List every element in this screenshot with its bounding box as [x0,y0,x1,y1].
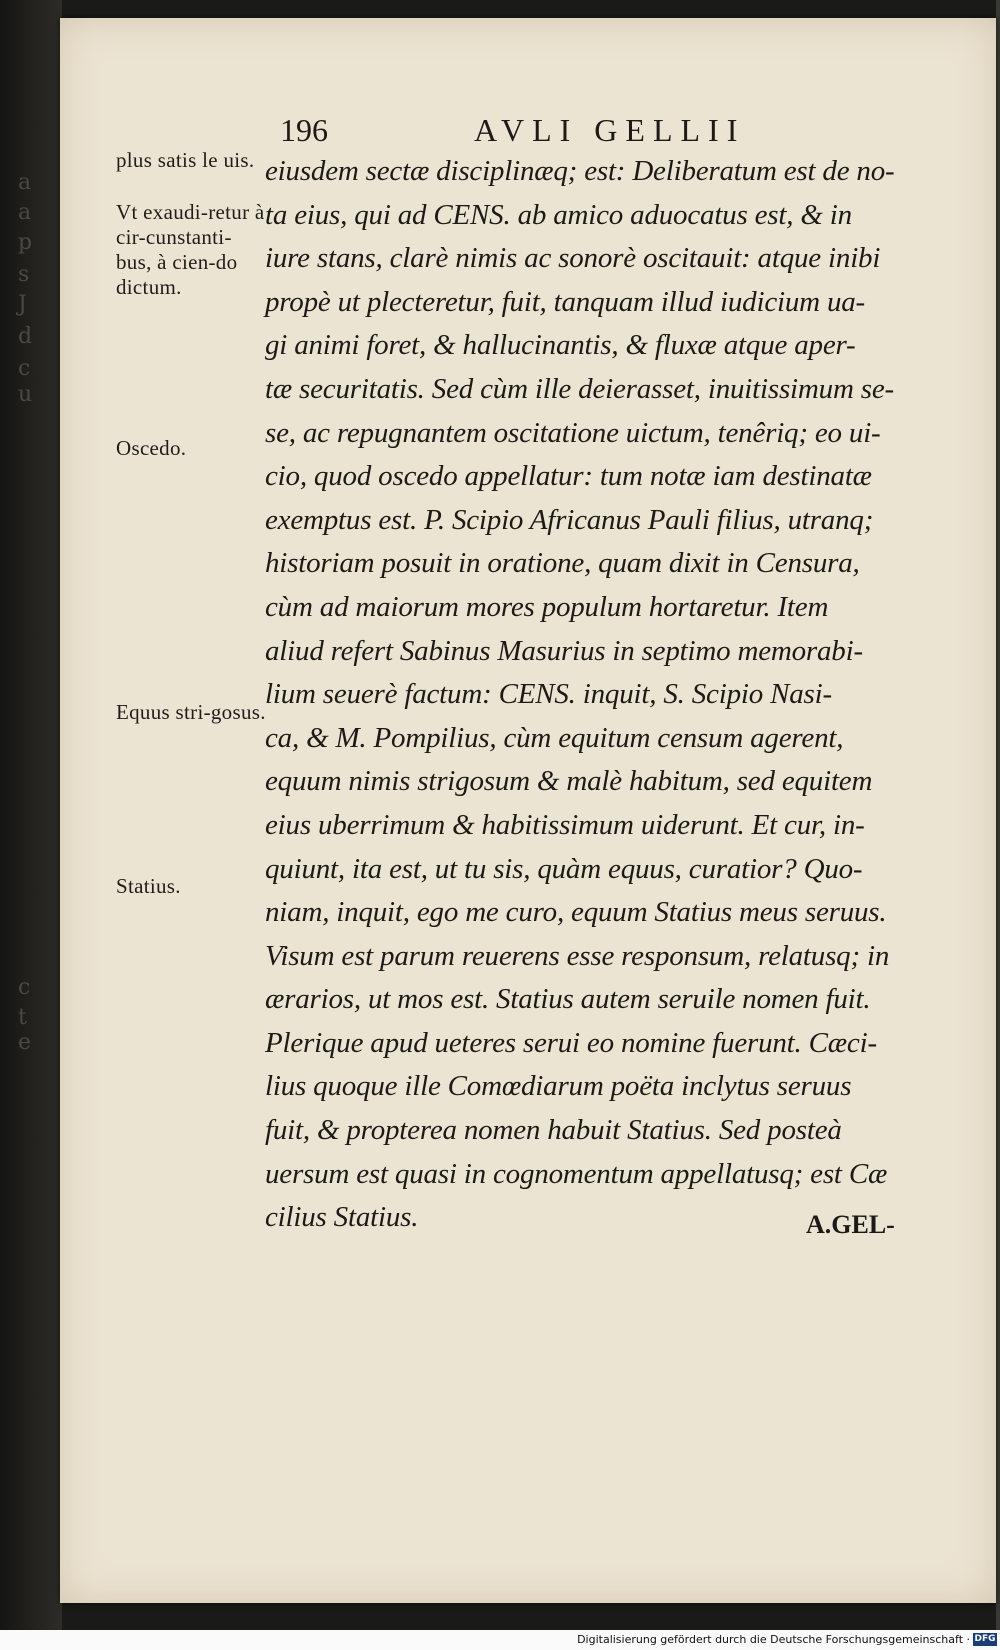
bleed-through-mark: c [18,356,31,381]
running-title: AVLI GELLII [474,112,746,148]
margin-note: Statius. [116,874,181,898]
text-line: tæ securitatis. Sed cùm ille deierasset, inuitissimum se- [265,372,894,405]
margin-note: Vt exaudi-retur à cir-cunstanti-bus, à cien-do dictum. [116,200,265,299]
text-line: cùm ad maiorum mores populum hortaretur. Item [265,590,829,623]
text-line: quiunt, ita est, ut tu sis, quàm equus, curatior? Quo- [265,852,863,885]
text-line: aliud refert Sabinus Masurius in septimo memorabi- [265,634,863,667]
text-line: cilius Statius. [265,1201,419,1234]
dfg-logo: DFG [974,1634,996,1644]
book-page [60,18,996,1603]
text-line: equum nimis strigosum & malè habitum, sed equitem [265,765,873,798]
page-number: 196 [280,112,328,148]
text-line: lius quoque ille Comœdiarum poëta inclytus seruus [265,1070,852,1103]
adjacent-page-edge [0,0,62,1650]
text-line: Visum est parum reuerens esse responsum, relatusq; in [265,939,890,972]
margin-note: Oscedo. [116,436,187,460]
body-text [265,150,985,1240]
bleed-through-mark: e [18,1030,32,1055]
text-line: eiusdem sectæ disciplinæq; est: Deliberatum est de no- [265,155,895,187]
text-line: cio, quod oscedo appellatur: tum notæ iam destinatæ [265,460,872,493]
text-line: se, ac repugnantem oscitatione uictum, tenêriq; eo ui- [265,416,881,449]
bleed-through-mark: s [18,262,30,287]
bleed-through-mark: a [18,200,32,225]
margin-note: Equus stri-gosus. [116,700,266,724]
text-line: ta eius, qui ad CENS. ab amico aduocatus est, & in [265,198,852,231]
text-line: historiam posuit in oratione, quam dixit in Censura, [265,547,860,580]
text-line: eius uberrimum & habitissimum uiderunt. Et cur, in- [265,808,865,841]
bleed-through-mark: d [18,324,33,349]
text-line: iure stans, clarè nimis ac sonorè oscitauit: atque inibi [265,242,881,275]
text-line: lium seuerè factum: CENS. inquit, S. Scipio Nasi- [265,678,832,711]
book-edge [996,0,1000,1630]
bleed-through-mark: t [18,1005,27,1030]
text-line: propè ut plecteretur, fuit, tanquam illud iudicium ua- [265,285,866,318]
bleed-through-mark: J [18,292,27,317]
text-line: niam, inquit, ego me curo, equum Statius meus seruus. [265,896,887,929]
text-line: ærarios, ut mos est. Statius autem seruile nomen fuit. [265,983,871,1016]
digitization-credit: Digitalisierung gefördert durch die Deutsche Forschungsgemeinschaft · [577,1633,970,1646]
margin-note: plus satis le uis. [116,148,255,172]
bleed-through-mark: p [18,230,33,255]
text-line: Plerique apud ueteres serui eo nomine fuerunt. Cæci- [265,1026,877,1059]
text-line: ca, & M. Pompilius, cùm equitum censum agerent, [265,721,844,754]
text-line: gi animi foret, & hallucinantis, & fluxæ atque aper- [265,329,856,362]
text-line: exemptus est. P. Scipio Africanus Pauli filius, utranq; [265,503,874,536]
bleed-through-mark: a [18,170,32,195]
text-line: uersum est quasi in cognomentum appellatusq; est Cæ [265,1157,888,1190]
bleed-through-mark: c [18,975,31,1000]
bleed-through-mark: u [18,382,33,407]
catchword: A.GEL- [806,1210,895,1239]
text-line: fuit, & propterea nomen habuit Statius. Sed posteà [265,1114,842,1147]
